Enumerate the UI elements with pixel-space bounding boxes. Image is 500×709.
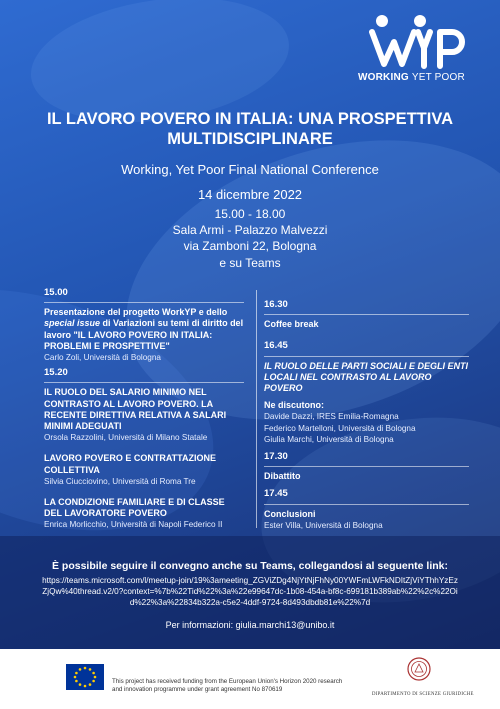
venue-line: e su Teams [219, 255, 281, 270]
wyp-logo-icon [368, 14, 472, 70]
speaker: Orsola Razzolini, Università di Milano Statale [44, 433, 208, 443]
event-date: 14 dicembre 2022 [197, 187, 303, 202]
divider [44, 382, 244, 383]
column-divider [256, 290, 257, 528]
logo-brand-bold: WORKING [358, 72, 409, 83]
program-item: Conclusioni [264, 508, 316, 519]
program-time: 17.45 [264, 488, 288, 500]
subtitle: Working, Yet Poor Final National Conference [121, 162, 379, 177]
program-item: LAVORO POVERO E CONTRATTAZIONE COLLETTIVA [44, 453, 217, 475]
divider [264, 504, 469, 505]
wyp-logo [358, 14, 482, 86]
program-item: IL RUOLO DEL SALARIO MINIMO NEL CONTRASTO AL LAVORO POVERO. LA RECENTE DIRETTIVA RELATIVA A SALARI MINIMI ADEGUATI [44, 387, 227, 432]
program-item: Dibattito [264, 471, 301, 482]
speaker: Ester Villa, Università di Bologna [264, 520, 383, 530]
divider [44, 302, 244, 303]
teams-heading: È possibile seguire il convegno anche su Teams, collegandosi al seguente link: [51, 560, 448, 572]
program-item: LA CONDIZIONE FAMILIARE E DI CLASSE DEL LAVORATORE POVERO [44, 497, 225, 519]
program-right [264, 299, 469, 531]
item-text: Presentazione del progetto WorkYP e dello [44, 307, 228, 318]
program-time: 16.45 [264, 340, 288, 352]
department-name: DIPARTIMENTO DI SCIENZE GIURIDICHE [372, 692, 474, 697]
program-item: Coffee break [264, 319, 319, 330]
venue-line: via Zamboni 22, Bologna [183, 239, 317, 254]
discussants-label: Ne discutono: [264, 400, 324, 411]
eu-flag-icon [66, 664, 104, 690]
university-seal-icon [406, 656, 432, 684]
item-text: di Variazioni su temi di diritto del lavoro "IL LAVORO POVERO IN ITALIA: PROBLEMI E PROSPETTIVE" [44, 318, 244, 351]
item-text-italic: special issue [44, 318, 101, 329]
venue-block [0, 206, 500, 271]
speaker: Enrica Morlicchio, Università di Napoli Federico II [44, 520, 223, 530]
program-time: 15.20 [44, 367, 68, 379]
divider [264, 466, 469, 467]
program-time: 17.30 [264, 451, 288, 463]
divider [264, 356, 469, 357]
event-time: 15.00 - 18.00 [214, 207, 286, 221]
speaker: Federico Martelloni, Università di Bologna [264, 423, 416, 433]
eu-funding-text: This project has received funding from the European Union's Horizon 2020 research and innovation programme under grant agreement No 870619 [112, 678, 343, 693]
divider [264, 314, 469, 315]
logo-brand-thin: YET POOR [411, 72, 465, 83]
program-time: 16.30 [264, 299, 288, 310]
logo-text [358, 72, 482, 83]
program-item [44, 307, 244, 352]
info-email[interactable]: Per informazioni: giulia.marchi13@unibo.it [165, 620, 335, 630]
speaker: Davide Dazzi, IRES Emilia-Romagna [264, 412, 399, 422]
program-left [44, 287, 244, 531]
program-item: IL RUOLO DELLE PARTI SOCIALI E DEGLI ENTI LOCALI NEL CONTRASTO AL LAVORO POVERO [264, 360, 469, 394]
page-title: IL LAVORO POVERO IN ITALIA: UNA PROSPETTIVA MULTIDISCIPLINARE [46, 110, 454, 148]
venue-line: Sala Armi - Palazzo Malvezzi [172, 223, 328, 238]
speaker: Giulia Marchi, Università di Bologna [264, 434, 394, 444]
speaker: Silvia Ciucciovino, Università di Roma Tre [44, 476, 196, 486]
program-time: 15.00 [44, 287, 68, 298]
speaker: Carlo Zoli, Università di Bologna [44, 353, 161, 363]
teams-link[interactable]: https://teams.microsoft.com/l/meetup-join/19%3ameeting_ZGViZDg4NjYtNjFhNy00YWFmLWFkNDItZjViYThhYzEzZjQw%40thread.v2/0?context=%7b%22Tid%22%3a%22e99647dc-1b08-454a-bf8c-699181b389ab%22%2c%22Oid%22%3a%22834b322a-c5e2-4ddf-9724-8d493dbdb81e%22%7d [42, 576, 458, 607]
